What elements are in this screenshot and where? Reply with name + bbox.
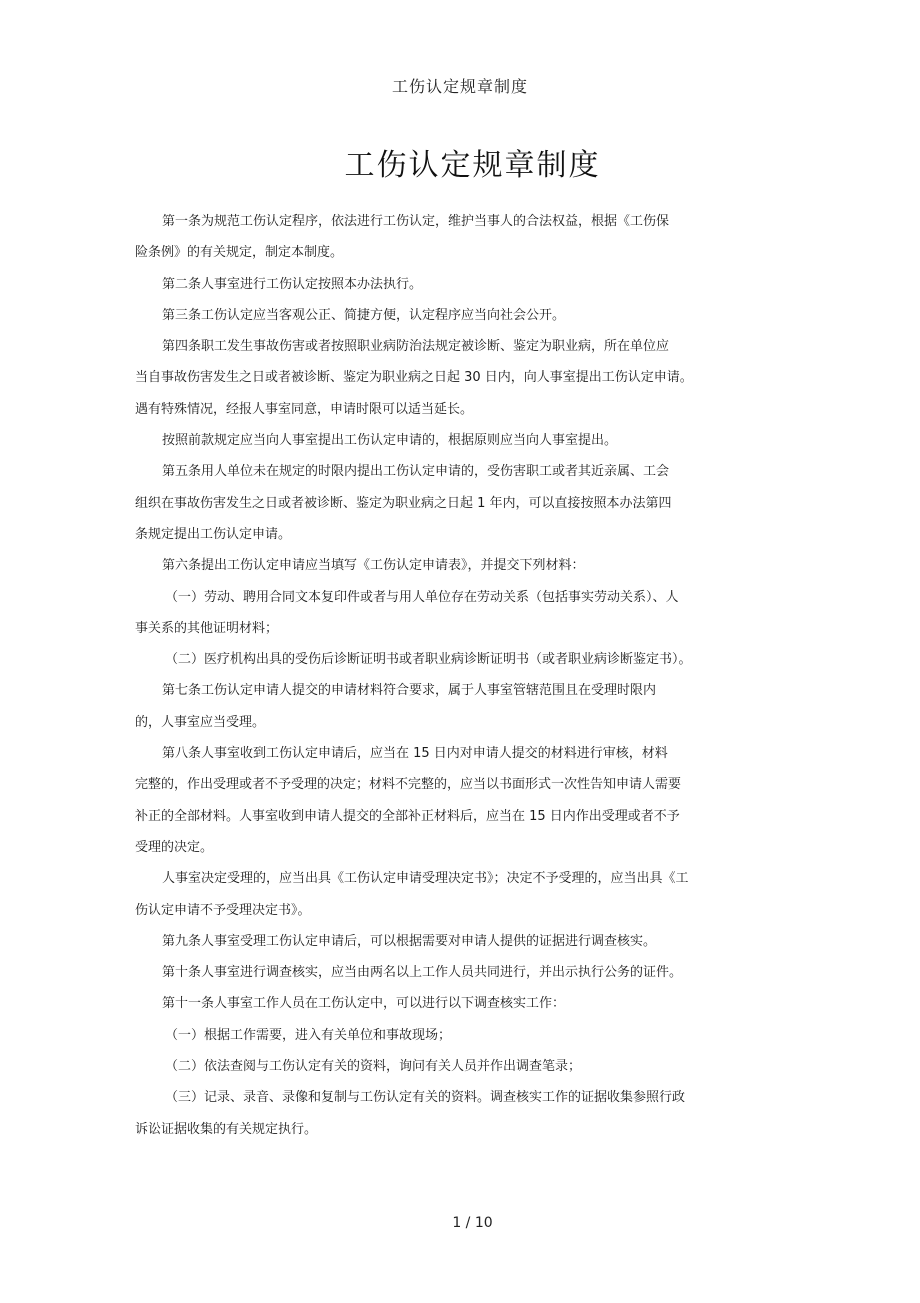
body-line: （一）劳动、聘用合同文本复印件或者与用人单位存在劳动关系（包括事实劳动关系）、人 — [165, 589, 679, 605]
body-line: 按照前款规定应当向人事室提出工伤认定申请的，根据原则应当向人事室提出。 — [162, 433, 618, 449]
body-line: 第四条职工发生事故伤害或者按照职业病防治法规定被诊断、鉴定为职业病，所在单位应 — [162, 339, 670, 355]
body-line: 险条例》的有关规定，制定本制度。 — [135, 245, 344, 261]
body-line: 受理的决定。 — [135, 839, 214, 855]
body-line: （三）记录、录音、录像和复制与工伤认定有关的资料。调查核实工作的证据收集参照行政 — [165, 1090, 686, 1106]
body-line: 诉讼证据收集的有关规定执行。 — [135, 1121, 318, 1137]
body-line: 补正的全部材料。人事室收到申请人提交的全部补正材料后，应当在 15 日内作出受理或者不予 — [135, 808, 680, 824]
document-body — [135, 212, 695, 1151]
body-line: 当自事故伤害发生之日或者被诊断、鉴定为职业病之日起 30 日内，向人事室提出工伤认定申请。 — [135, 370, 693, 386]
body-line: （二）依法查阅与工伤认定有关的资料，询问有关人员并作出调查笔录； — [165, 1059, 582, 1075]
body-line: 第六条提出工伤认定申请应当填写《工伤认定申请表》，并提交下列材料： — [162, 558, 585, 574]
page-indicator: 1 / 10 — [452, 1215, 493, 1231]
running-header: 工伤认定规章制度 — [391, 77, 528, 96]
body-line: 条规定提出工伤认定申请。 — [135, 526, 292, 542]
body-line: 遇有特殊情况，经报人事室同意，申请时限可以适当延长。 — [135, 401, 474, 417]
body-line: 人事室决定受理的，应当出具《工伤认定申请受理决定书》；决定不予受理的，应当出具《工 — [162, 871, 689, 887]
body-line: 第七条工伤认定申请人提交的申请材料符合要求，属于人事室管辖范围且在受理时限内 — [162, 683, 657, 699]
body-line: 伤认定申请不予受理决定书》。 — [135, 902, 311, 918]
body-line: 第十一条人事室工作人员在工伤认定中，可以进行以下调查核实工作： — [162, 996, 566, 1012]
body-line: （一）根据工作需要，进入有关单位和事故现场； — [165, 1027, 452, 1043]
body-line: 第九条人事室受理工伤认定申请后，可以根据需要对申请人提供的证据进行调查核实。 — [162, 933, 657, 949]
body-line: 第一条为规范工伤认定程序，依法进行工伤认定，维护当事人的合法权益，根据《工伤保 — [162, 214, 670, 229]
body-line: 完整的，作出受理或者不予受理的决定；材料不完整的，应当以书面形式一次性告知申请人需要 — [135, 777, 682, 793]
body-line: 第二条人事室进行工伤认定按照本办法执行。 — [162, 276, 423, 292]
body-line: 第三条工伤认定应当客观公正、简捷方便，认定程序应当向社会公开。 — [162, 307, 566, 323]
body-line: 第八条人事室收到工伤认定申请后，应当在 15 日内对申请人提交的材料进行审核，材料 — [162, 746, 668, 762]
body-line: 的，人事室应当受理。 — [135, 714, 266, 730]
body-line: 第五条用人单位未在规定的时限内提出工伤认定申请的，受伤害职工或者其近亲属、工会 — [162, 464, 670, 480]
body-line: 组织在事故伤害发生之日或者被诊断、鉴定为职业病之日起 1 年内，可以直接按照本办法第四 — [135, 495, 672, 511]
document-title: 工伤认定规章制度 — [344, 148, 601, 183]
body-line: 事关系的其他证明材料； — [135, 620, 279, 636]
body-line: （二）医疗机构出具的受伤后诊断证明书或者职业病诊断证明书（或者职业病诊断鉴定书）。 — [165, 652, 692, 668]
body-line: 第十条人事室进行调查核实，应当由两名以上工作人员共同进行，并出示执行公务的证件。 — [162, 965, 683, 981]
